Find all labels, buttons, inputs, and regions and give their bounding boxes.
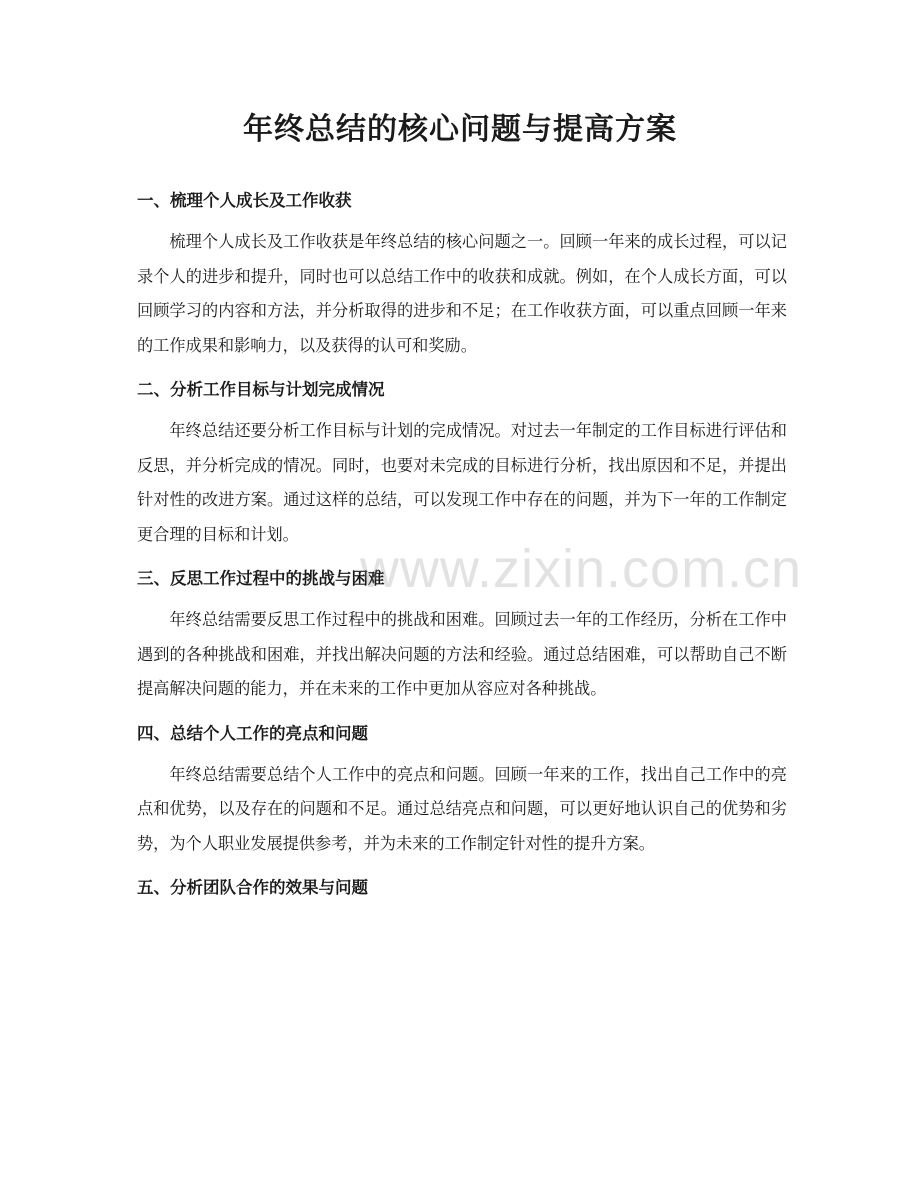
section-2 bbox=[137, 375, 787, 552]
section-heading: 五、分析团队合作的效果与问题 bbox=[137, 878, 368, 897]
section-body: 年终总结需要反思工作过程中的挑战和困难。回顾过去一年的工作经历，分析在工作中遇到的各种挑战和困难，并找出解决问题的方法和经验。通过总结困难，可以帮助自己不断提高解决问题的能力，并在未来的工作中更加从容应对各种挑战。 bbox=[137, 610, 787, 698]
section-heading: 三、反思工作过程中的挑战与困难 bbox=[137, 569, 385, 588]
section-heading: 一、梳理个人成长及工作收获 bbox=[137, 191, 352, 210]
section-5 bbox=[137, 873, 787, 903]
document-title: 年终总结的核心问题与提高方案 bbox=[243, 112, 677, 147]
section-heading: 四、总结个人工作的亮点和问题 bbox=[137, 723, 368, 743]
document-content bbox=[137, 186, 787, 912]
section-3 bbox=[137, 564, 787, 707]
section-body: 梳理个人成长及工作收获是年终总结的核心问题之一。回顾一年来的成长过程，可以记录个人的进步和提升，同时也可以总结工作中的收获和成就。例如，在个人成长方面，可以回顾学习的内容和方法，并分析取得的进步和不足；在工作收获方面，可以重点回顾一年来的工作成果和影响力，以及获得的认可和奖励。 bbox=[137, 232, 787, 355]
section-heading: 二、分析工作目标与计划完成情况 bbox=[137, 380, 385, 399]
section-body: 年终总结还要分析工作目标与计划的完成情况。对过去一年制定的工作目标进行评估和反思，并分析完成的情况。同时，也要对未完成的目标进行分析，找出原因和不足，并提出针对性的改进方案。通过这样的总结，可以发现工作中存在的问题，并为下一年的工作制定更合理的目标和计划。 bbox=[137, 421, 787, 544]
section-body: 年终总结需要总结个人工作中的亮点和问题。回顾一年来的工作，找出自己工作中的亮点和优势，以及存在的问题和不足。通过总结亮点和问题，可以更好地认识自己的优势和劣势，为个人职业发展提供参考，并为未来的工作制定针对性的提升方案。 bbox=[137, 764, 787, 853]
section-4 bbox=[137, 719, 787, 862]
section-1 bbox=[137, 186, 787, 363]
watermark: www.zixin.com.cn bbox=[360, 539, 803, 599]
